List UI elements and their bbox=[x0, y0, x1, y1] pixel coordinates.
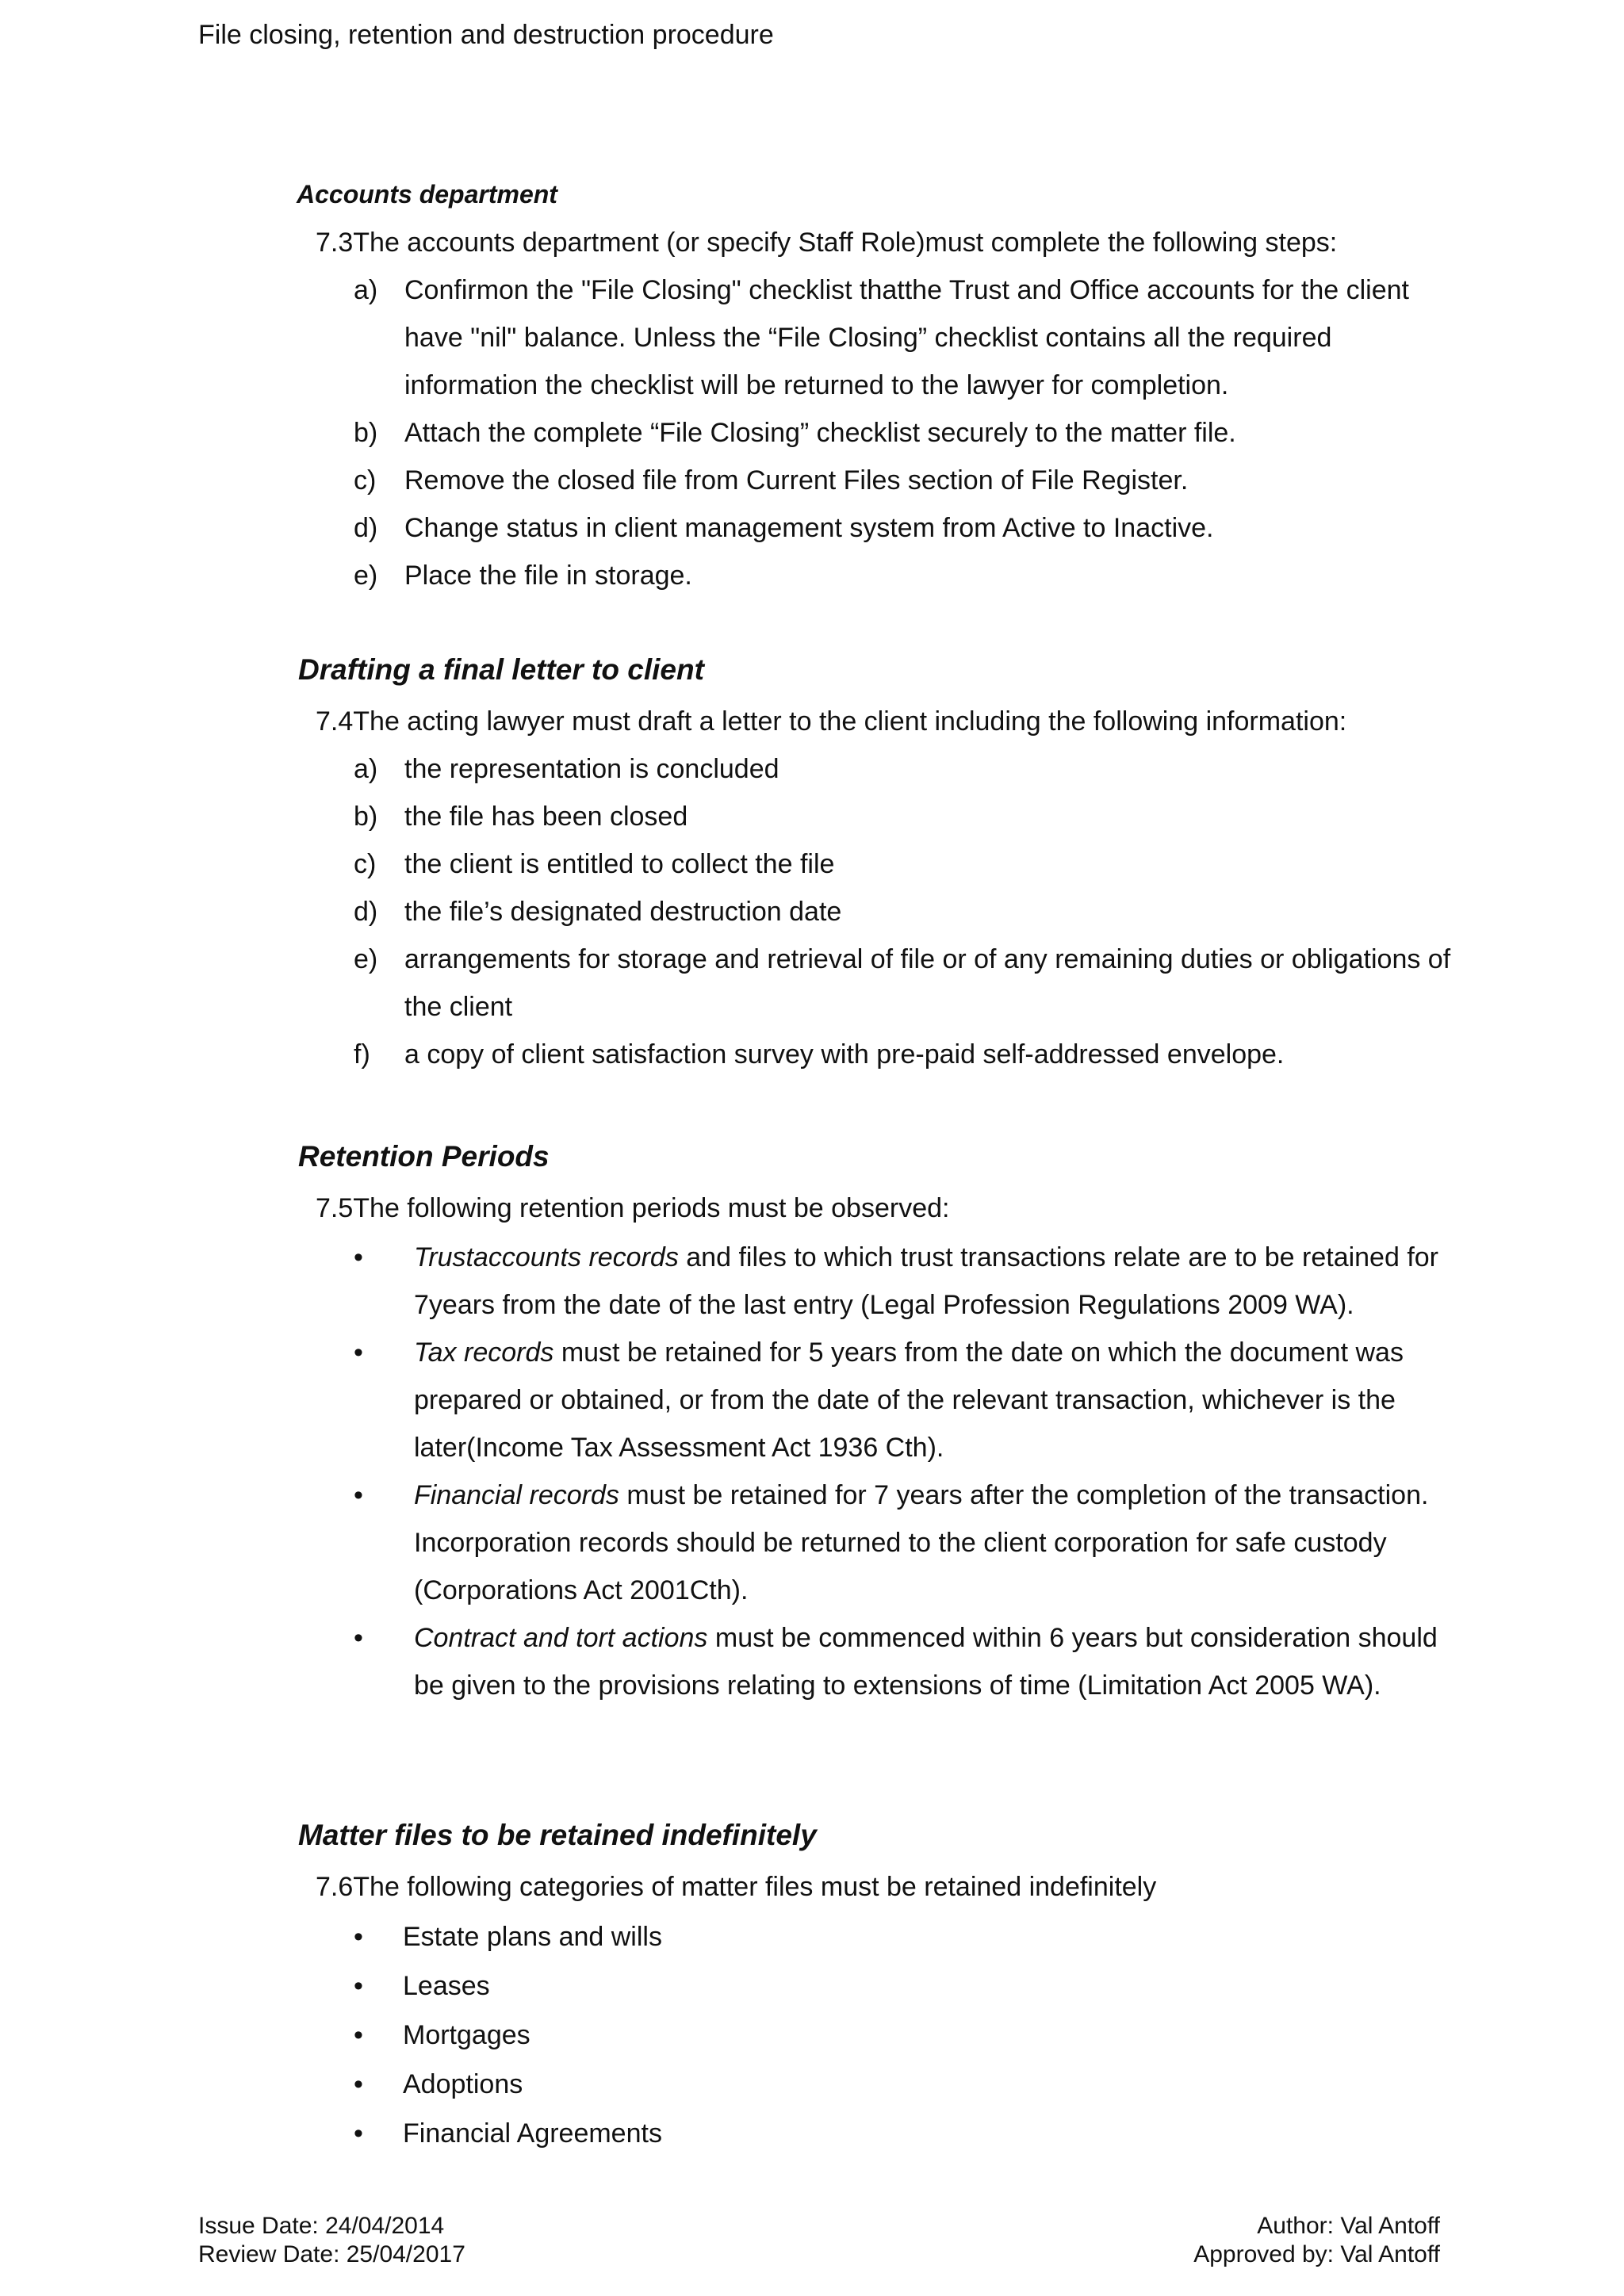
retention-periods-list bbox=[354, 1234, 1445, 1709]
list-item-text: Leases bbox=[403, 1971, 490, 2001]
clause-text: The following retention periods must be observed: bbox=[353, 1193, 950, 1223]
list-item bbox=[354, 840, 1451, 888]
list-item-text: Estate plans and wills bbox=[403, 1922, 662, 1952]
list-marker: e) bbox=[354, 561, 378, 591]
list-item bbox=[354, 888, 1451, 936]
list-marker: d) bbox=[354, 513, 378, 543]
record-type: Contract and tort actions bbox=[414, 1623, 708, 1653]
record-type: Trustaccounts records bbox=[414, 1242, 679, 1272]
list-item-text: Adoptions bbox=[403, 2069, 523, 2099]
list-marker: c) bbox=[354, 465, 377, 496]
list-item bbox=[354, 409, 1451, 457]
bullet-marker: • bbox=[354, 1623, 363, 1653]
clause-number: 7.4 bbox=[316, 706, 354, 737]
clause-number: 7.3 bbox=[316, 228, 354, 258]
clause-7-5 bbox=[316, 1191, 949, 1226]
bullet-marker: • bbox=[354, 1922, 363, 1952]
indefinite-retention-list bbox=[354, 1912, 1354, 2158]
section-heading-final-letter: Drafting a final letter to client bbox=[298, 653, 704, 686]
bullet-marker: • bbox=[354, 2069, 363, 2099]
list-item bbox=[354, 1234, 1445, 1329]
record-type: Financial records bbox=[414, 1480, 619, 1510]
list-item-text: the file’s designated destruction date bbox=[404, 897, 842, 927]
author: Author: Val Antoff bbox=[1257, 2213, 1440, 2239]
list-marker: b) bbox=[354, 802, 378, 832]
list-item-text: Financial Agreements bbox=[403, 2118, 662, 2149]
list-item bbox=[354, 2011, 1354, 2060]
list-item bbox=[354, 1329, 1445, 1471]
list-item bbox=[354, 266, 1451, 409]
clause-text: The accounts department (or specify Staff Role)must complete the following steps: bbox=[353, 228, 1338, 258]
list-item bbox=[354, 1614, 1445, 1709]
bullet-marker: • bbox=[354, 2118, 363, 2149]
clause-7-4 bbox=[316, 704, 1346, 739]
list-item bbox=[354, 1961, 1354, 2011]
list-item-text: must be commenced within 6 years but consideration should be given to the provisions relating to extensions of time (Limitation Act 2005 WA). bbox=[414, 1623, 1438, 1701]
final-letter-list bbox=[354, 745, 1451, 1078]
list-item bbox=[354, 2109, 1354, 2158]
list-item bbox=[354, 936, 1451, 1031]
bullet-marker: • bbox=[354, 1242, 363, 1272]
list-marker: a) bbox=[354, 275, 378, 305]
footer-authorship bbox=[1193, 2212, 1440, 2269]
list-item bbox=[354, 2060, 1354, 2109]
list-marker: e) bbox=[354, 944, 378, 974]
bullet-marker: • bbox=[354, 1337, 363, 1368]
bullet-marker: • bbox=[354, 1971, 363, 2001]
approved-by: Approved by: Val Antoff bbox=[1193, 2241, 1440, 2267]
list-item-text: arrangements for storage and retrieval of file or of any remaining duties or obligations of the client bbox=[404, 944, 1451, 1022]
list-item bbox=[354, 793, 1451, 840]
list-marker: d) bbox=[354, 897, 378, 927]
list-marker: c) bbox=[354, 849, 377, 879]
list-marker: f) bbox=[354, 1039, 370, 1070]
footer-dates bbox=[198, 2212, 465, 2269]
page-header: File closing, retention and destruction procedure bbox=[198, 20, 774, 50]
list-item-text: must be retained for 5 years from the date on which the document was prepared or obtained, or from the date of the relevant transaction, whichever is the later(Income Tax Assessment Act 1936 Cth). bbox=[414, 1337, 1404, 1463]
clause-7-6 bbox=[316, 1869, 1156, 1904]
list-item-text: a copy of client satisfaction survey with pre-paid self-addressed envelope. bbox=[404, 1039, 1285, 1070]
clause-number: 7.5 bbox=[316, 1193, 354, 1223]
list-item bbox=[354, 1031, 1451, 1078]
list-item-text: the representation is concluded bbox=[404, 754, 779, 784]
review-date: Review Date: 25/04/2017 bbox=[198, 2241, 465, 2267]
list-item bbox=[354, 552, 1451, 599]
list-item bbox=[354, 1471, 1445, 1614]
bullet-marker: • bbox=[354, 1480, 363, 1510]
list-item-text: Confirmon the "File Closing" checklist thatthe Trust and Office accounts for the client have "nil" balance. Unless the “File Closing” checklist contains all the required information the checklist will be returned to the lawyer for completion. bbox=[404, 275, 1409, 400]
clause-number: 7.6 bbox=[316, 1872, 354, 1902]
list-item bbox=[354, 1912, 1354, 1961]
list-item-text: the client is entitled to collect the file bbox=[404, 849, 835, 879]
issue-date: Issue Date: 24/04/2014 bbox=[198, 2213, 445, 2239]
section-heading-retention: Retention Periods bbox=[298, 1140, 550, 1173]
list-item-text: Remove the closed file from Current Files section of File Register. bbox=[404, 465, 1189, 496]
bullet-marker: • bbox=[354, 2020, 363, 2050]
list-item bbox=[354, 504, 1451, 552]
clause-text: The following categories of matter files must be retained indefinitely bbox=[353, 1872, 1157, 1902]
clause-7-3 bbox=[316, 225, 1337, 260]
list-item-text: the file has been closed bbox=[404, 802, 688, 832]
list-item-text: Attach the complete “File Closing” checklist securely to the matter file. bbox=[404, 418, 1236, 448]
list-marker: a) bbox=[354, 754, 378, 784]
list-item bbox=[354, 457, 1451, 504]
list-marker: b) bbox=[354, 418, 378, 448]
record-type: Tax records bbox=[414, 1337, 554, 1368]
accounts-steps-list bbox=[354, 266, 1451, 599]
clause-text: The acting lawyer must draft a letter to the client including the following information: bbox=[353, 706, 1347, 737]
section-heading-accounts: Accounts department bbox=[297, 180, 557, 209]
list-item-text: must be retained for 7 years after the completion of the transaction. Incorporation records should be returned to the client corporation for safe custody (Corporations Act 2001Cth). bbox=[414, 1480, 1429, 1605]
list-item-text: Change status in client management system from Active to Inactive. bbox=[404, 513, 1214, 543]
list-item-text: Place the file in storage. bbox=[404, 561, 692, 591]
list-item bbox=[354, 745, 1451, 793]
list-item-text: Mortgages bbox=[403, 2020, 530, 2050]
section-heading-indefinite: Matter files to be retained indefinitely bbox=[298, 1819, 817, 1851]
list-item-text: and files to which trust transactions relate are to be retained for 7years from the date of the last entry (Legal Profession Regulations 2009 WA). bbox=[414, 1242, 1439, 1320]
